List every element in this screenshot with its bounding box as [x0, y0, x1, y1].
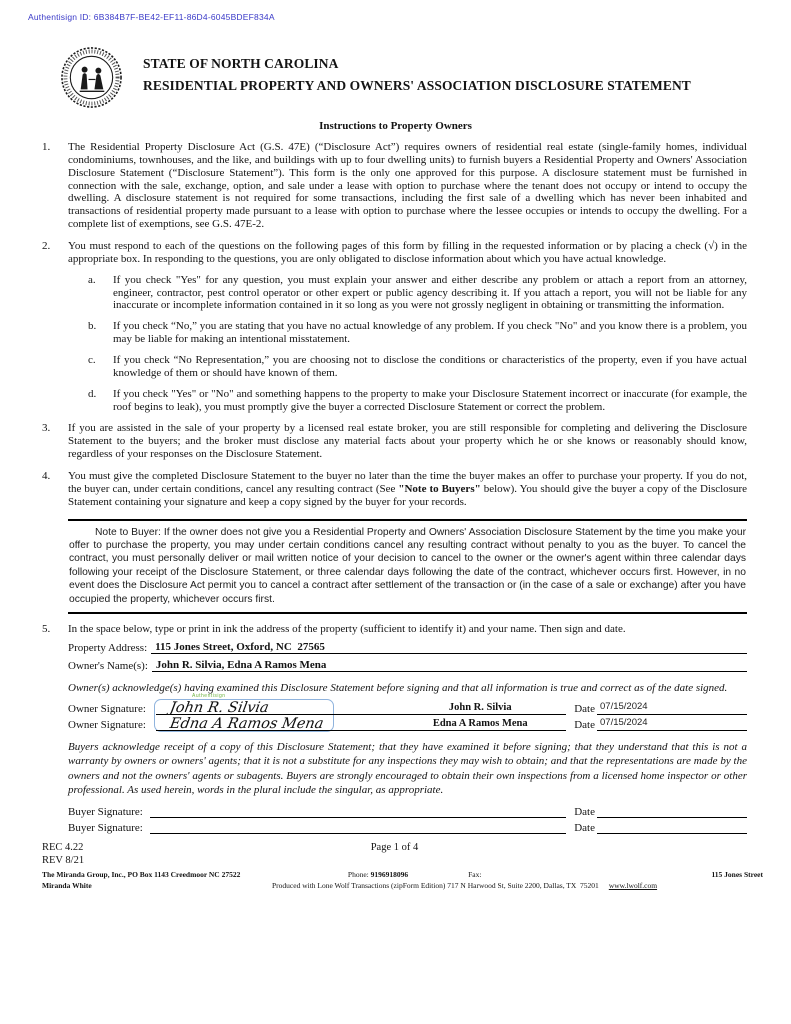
owner-signature-script-1: John R. Silvia — [168, 699, 271, 716]
owner-typed-name-2: Edna A Ramos Mena — [394, 718, 566, 731]
item-text: In the space below, type or print in ink the address of the property (sufficient to identify it) and your name. Then sign and date. — [68, 622, 626, 635]
owners-name-label: Owner's Name(s): — [68, 659, 148, 672]
property-address-row — [68, 639, 747, 654]
buyer-signature-field-1[interactable] — [150, 802, 566, 818]
phone-label: Phone: — [347, 870, 371, 880]
date-label: Date — [574, 702, 595, 715]
document-header — [60, 46, 747, 109]
authentisign-id: Authentisign ID: 6B384B7F-BE42-EF11-86D4-6045BDEF834A — [28, 12, 275, 22]
instruction-item-1 — [42, 141, 747, 231]
owner-signature-row-2 — [68, 715, 747, 732]
item-text: The Residential Property Disclosure Act (G.S. 47E) (“Disclosure Act”) requires owners of residential real estate (single-family homes, individual condominiums, townhouses, and the like, and buildings with up to four dwelling units) to furnish buyers a Residential Property and Owners' Association Disclosure Statement (“Disclosure Statement”). This form is the only one approved for this purpose. A disclosure statement must be furnished in connection with the sale, exchange, option, and sale under a lease with option to purchase where the tenant does not occupy or intend to occupy the dwelling. A disclosure statement is not required for some transactions, including the first sale of a dwelling which has never been inhabited and transactions of residential property made pursuant to a lease with option to purchase where the lessee occupies or intends to occupy the dwelling. For a complete list of exemptions, see G.S. 47E-2. — [68, 141, 747, 231]
document-title: RESIDENTIAL PROPERTY AND OWNERS' ASSOCIATION DISCLOSURE STATEMENT — [143, 77, 691, 93]
note-to-buyer-text: Note to Buyer: If the owner does not give you a Residential Property and Owners' Association Disclosure Statement by the time you make your offer to purchase the property, you may under certain conditions cancel any resulting contract without penalty to you as the buyer. To cancel the contract, you must personally deliver or mail written notice of your decision to cancel to the owner or the owner's agent within three calendar days following your receipt of the Disclosure Statement, or three calendar days following the date of the contract, whichever occurs first. However, in no event does the Disclosure Act permit you to cancel a contract after settlement of the transaction or (in the case of a sale or exchange) after you have occupied the property, whichever occurs first. — [69, 526, 746, 605]
item-number: 5. — [42, 622, 51, 635]
item-number: 4. — [42, 470, 51, 483]
owners-name-value[interactable]: John R. Silvia, Edna A Ramos Mena — [152, 659, 747, 672]
instructions-heading: Instructions to Property Owners — [319, 120, 472, 132]
instruction-subitem-c — [88, 354, 747, 380]
fax-label: Fax: — [468, 870, 482, 880]
subitem-letter: c. — [88, 354, 96, 367]
item-text-before: You must give the completed Disclosure Statement to the buyer no later than the time the buyer makes an offer to purchase your property. If you do not, the buyer can, under certain conditions, cancel any resulting contract (See — [68, 470, 747, 495]
subitem-text: If you check “No Representation,” you are choosing not to disclose the conditions or characteristics of the property, even if you have actual knowledge of them or should have known of them. — [113, 354, 747, 379]
owner-signature-label: Owner Signature: — [68, 702, 146, 715]
firm-name: The Miranda Group, Inc., PO Box 1143 Creedmoor NC 27522 — [42, 870, 241, 880]
buyer-signature-field-2[interactable] — [150, 818, 566, 834]
item-text-after: below). You should give the buyer a copy of the Disclosure Statement containing your signature and keep a copy signed by the buyer for your records. — [68, 482, 747, 508]
owners-name-row — [68, 657, 747, 672]
instruction-item-4 — [42, 470, 747, 509]
date-label: Date — [574, 719, 595, 732]
owner-signature-script-2: Edna A Ramos Mena — [168, 716, 325, 733]
item-text: If you are assisted in the sale of your property by a licensed real estate broker, you are still responsible for completing and delivering the Disclosure Statement to the buyers; and the broker must disclose any material facts about your property which he or she knows or reasonably should know, regardless of your responses on the Disclosure Statement. — [68, 422, 747, 461]
owner-signature-field-1[interactable] — [156, 698, 394, 715]
authentisign-watermark: Authentisign — [192, 693, 226, 700]
item-number: 3. — [42, 422, 51, 435]
owner-date-field-2[interactable]: 07/15/2024 — [597, 717, 747, 731]
date-label: Date — [574, 822, 595, 835]
form-rec-number: REC 4.22 — [42, 842, 84, 854]
instruction-subitem-d — [88, 388, 747, 414]
form-rev-number: REV 8/21 — [42, 855, 85, 867]
buyer-signature-block — [42, 802, 747, 834]
buyer-date-field-1[interactable] — [597, 815, 747, 818]
owner-date-field-1[interactable]: 07/15/2024 — [597, 701, 747, 715]
property-address-label: Property Address: — [68, 641, 148, 654]
footer-firm-line — [42, 870, 763, 879]
buyer-acknowledgment: Buyers acknowledge receipt of a copy of this Disclosure Statement; that they have examined it before signing; that they understand that this is not a warranty by owners or owners' agents; that it is not a substitute for any inspections they may wish to obtain; and that the representations are made by the owners and not the owners' agents or subagents. Buyers are strongly encouraged to obtain their own inspections from a licensed home inspector or other professional. As used herein, words in the plural include the singular, as appropriate. — [68, 741, 747, 796]
phone-number: 9196918096 — [370, 870, 409, 880]
owner-typed-name-1: John R. Silvia — [394, 702, 566, 715]
date-label: Date — [574, 806, 595, 819]
footer-agent-line — [42, 881, 763, 890]
owner-signature-field-2[interactable] — [156, 715, 394, 732]
note-to-buyers-reference: "Note to Buyers" — [398, 482, 481, 495]
agent-name: Miranda White — [42, 881, 92, 891]
buyer-date-field-2[interactable] — [597, 831, 747, 834]
buyer-signature-label: Buyer Signature: — [68, 822, 143, 835]
phone-group — [348, 870, 408, 879]
instructions-list — [42, 141, 747, 834]
instruction-subitem-a — [88, 274, 747, 313]
item-number: 1. — [42, 141, 51, 153]
buyer-signature-row-1 — [68, 802, 747, 818]
property-reference: 115 Jones Street — [711, 870, 763, 880]
item-text — [68, 470, 747, 509]
subitem-letter: a. — [88, 273, 96, 286]
owner-signature-label: Owner Signature: — [68, 719, 146, 732]
property-address-value[interactable]: 115 Jones Street, Oxford, NC 27565 — [151, 641, 747, 654]
owner-signature-row-1 — [68, 698, 747, 715]
subitem-text: If you check "Yes" or "No" and something happens to the property to make your Disclosure Statement incorrect or inaccurate (for example, the roof begins to leak), you must promptly give the buyer a corrected Disclosure Statement or correct the problem. — [113, 387, 747, 413]
item-text: You must respond to each of the questions on the following pages of this form by filling in the requested information or by placing a check (√) in the appropriate box. In responding to the questions, you are only obligated to disclose information about which you have actual knowledge. — [68, 240, 747, 265]
subitem-text: If you check "Yes" for any question, you must explain your answer and either describe any problem or attach a report from an attorney, engineer, contractor, pest control operator or other expert or public agency describing it. If you attach a report, you will not be liable for any inaccurate or incomplete information contained in it so long as you were not grossly negligent in obtaining or transmitting the information. — [113, 273, 747, 312]
instruction-item-3 — [42, 422, 747, 461]
footer-form-line — [42, 842, 747, 853]
subitem-letter: b. — [88, 320, 97, 333]
subitem-letter: d. — [88, 387, 97, 400]
instruction-subitem-b — [88, 320, 747, 346]
note-to-buyer-box — [68, 519, 747, 614]
subitem-text: If you check “No,” you are stating that you have no actual knowledge of any problem. If you check "No" and you know there is a problem, you may be liable for making an intentional misstatement. — [113, 320, 747, 346]
buyer-signature-label: Buyer Signature: — [68, 806, 143, 819]
nc-real-estate-commission-seal-icon — [60, 46, 123, 109]
page-number: Page 1 of 4 — [370, 842, 419, 854]
item-number: 2. — [42, 240, 51, 253]
owner-acknowledgment: Owner(s) acknowledge(s) having examined this Disclosure Statement before signing and that all information is true and correct as of the date signed. — [68, 681, 728, 694]
buyer-signature-row-2 — [68, 818, 747, 834]
owner-signature-block — [42, 693, 747, 733]
title-block — [143, 46, 691, 96]
instruction-item-2 — [42, 240, 747, 266]
state-title: STATE OF NORTH CAROLINA — [143, 56, 339, 71]
footer-spacer — [512, 842, 747, 853]
lwolf-website-link[interactable]: www.lwolf.com — [608, 881, 658, 891]
produced-with-text: Produced with Lone Wolf Transactions (zipForm Edition) 717 N Harwood St, Suite 2200, Dallas, TX 75201 — [272, 881, 599, 891]
instruction-item-5 — [42, 623, 747, 636]
